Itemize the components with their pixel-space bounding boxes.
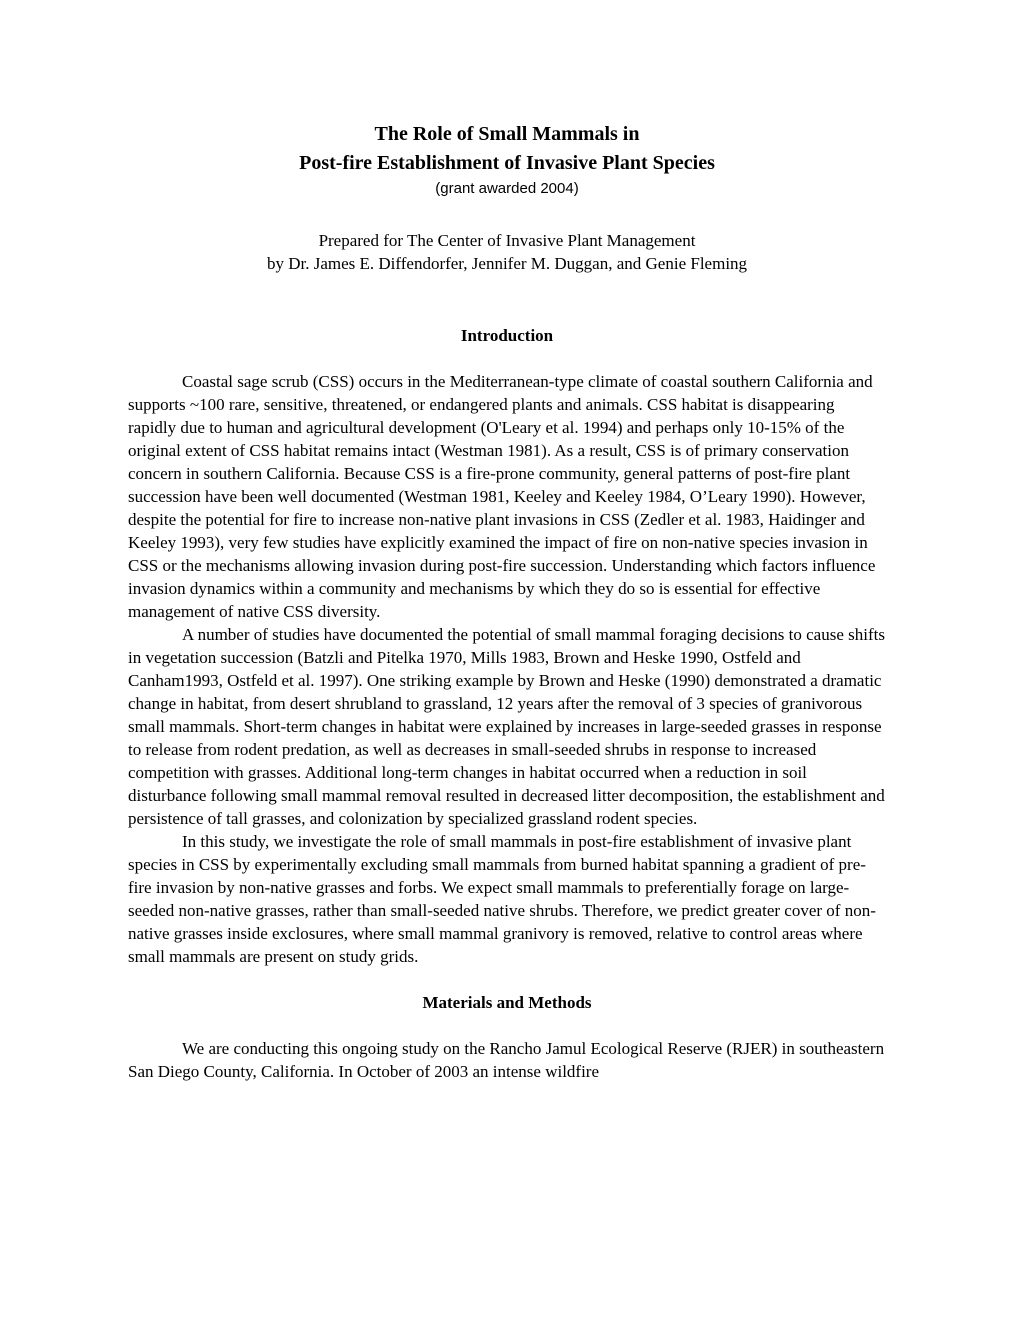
methods-body: [128, 1037, 886, 1083]
introduction-heading: Introduction: [460, 326, 554, 345]
intro-paragraph-1: Coastal sage scrub (CSS) occurs in the Mediterranean-type climate of coastal southern California and supports ~100 rare, sensitive, threatened, or endangered plants and animals. CSS habitat is disappearing rapidly due to human and agricultural development (O'Leary et al. 1994) and perhaps only 10-15% of the original extent of CSS habitat remains intact (Westman 1981). As a result, CSS is of primary conservation concern in southern California. Because CSS is a fire-prone community, general patterns of post-fire plant succession have been well documented (Westman 1981, Keeley and Keeley 1984, O’Leary 1990). However, despite the potential for fire to increase non-native plant invasions in CSS (Zedler et al. 1983, Haidinger and Keeley 1993), very few studies have explicitly examined the impact of fire on non-native species invasion in CSS or the mechanisms allowing invasion during post-fire succession. Understanding which factors influence invasion dynamics within a community and mechanisms by which they do so is essential for effective management of native CSS diversity.: [128, 372, 876, 621]
introduction-body: [128, 370, 886, 968]
methods-paragraph-1: We are conducting this ongoing study on the Rancho Jamul Ecological Reserve (RJER) in southeastern San Diego County, California. In October of 2003 an intense wildfire: [128, 1039, 885, 1081]
authors: by Dr. James E. Diffendorfer, Jennifer M. Duggan, and Genie Fleming: [266, 254, 748, 273]
document-page: [128, 120, 886, 1083]
methods-heading: Materials and Methods: [422, 993, 592, 1012]
intro-paragraph-3: In this study, we investigate the role of small mammals in post-fire establishment of invasive plant species in CSS by experimentally excluding small mammals from burned habitat spanning a gradient of pre-fire invasion by non-native grasses and forbs. We expect small mammals to preferentially forage on large-seeded non-native grasses, rather than small-seeded native shrubs. Therefore, we predict greater cover of non-native grasses inside exclosures, where small mammal granivory is removed, relative to control areas where small mammals are present on study grids.: [128, 832, 876, 966]
title-line-2: Post-fire Establishment of Invasive Plant Species: [299, 152, 715, 174]
grant-note: (grant awarded 2004): [435, 180, 579, 197]
intro-paragraph-2: A number of studies have documented the potential of small mammal foraging decisions to cause shifts in vegetation succession (Batzli and Pitelka 1970, Mills 1983, Brown and Heske 1990, Ostfeld and Canham1993, Ostfeld et al. 1997). One striking example by Brown and Heske (1990) demonstrated a dramatic change in habitat, from desert shrubland to grassland, 12 years after the removal of 3 species of granivorous small mammals. Short-term changes in habitat were explained by increases in large-seeded grasses in response to release from rodent predation, as well as decreases in small-seeded shrubs in response to increased competition with grasses. Additional long-term changes in habitat occurred when a reduction in soil disturbance following small mammal removal resulted in decreased litter decomposition, the establishment and persistence of tall grasses, and colonization by specialized grassland rodent species.: [128, 625, 885, 828]
title-line-1: The Role of Small Mammals in: [374, 123, 640, 145]
prepared-for: Prepared for The Center of Invasive Plant Management: [318, 231, 696, 250]
